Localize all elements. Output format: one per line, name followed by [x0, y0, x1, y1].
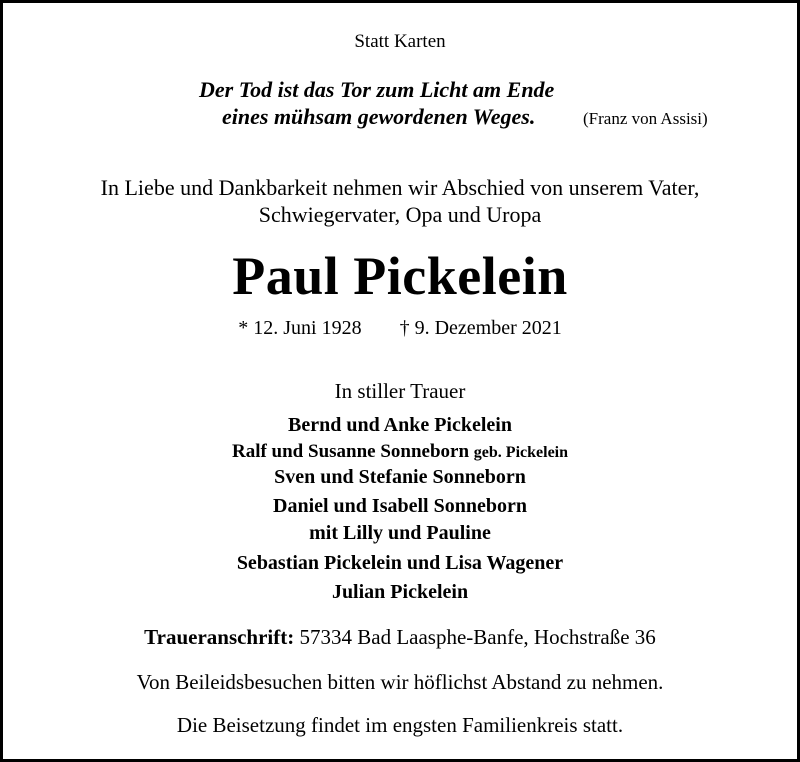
mourner-line: Bernd und Anke Pickelein	[288, 414, 512, 436]
mourning-address	[3, 625, 797, 650]
mourner-line: Daniel und Isabell Sonneborn	[273, 495, 527, 517]
mourning-heading: In stiller Trauer	[334, 379, 466, 403]
birth-date: * 12. Juni 1928	[238, 317, 362, 339]
mourner-line: Sven und Stefanie Sonneborn	[274, 466, 526, 488]
maiden-name-note: geb. Pickelein	[473, 444, 569, 461]
mourner-line: Julian Pickelein	[331, 581, 469, 603]
quote-line-2: eines mühsam gewordenen Weges.	[222, 104, 536, 129]
deceased-name: Paul Pickelein	[232, 246, 568, 306]
mourner-line	[3, 441, 797, 463]
header-text: Statt Karten	[354, 31, 446, 52]
visits-note: Von Beileidsbesuchen bitten wir höflichst Abstand zu nehmen.	[136, 670, 664, 694]
mourner-line: Sebastian Pickelein und Lisa Wagener	[236, 552, 564, 574]
address-value: 57334 Bad Laasphe-Banfe, Hochstraße 36	[299, 625, 656, 649]
burial-note: Die Beisetzung findet im engsten Familienkreis statt.	[176, 713, 624, 737]
quote-attribution: (Franz von Assisi)	[583, 109, 708, 128]
address-label: Traueranschrift:	[144, 625, 295, 649]
life-dates	[3, 317, 797, 340]
death-date: † 9. Dezember 2021	[399, 317, 562, 339]
mourner-line: mit Lilly und Pauline	[309, 522, 491, 544]
intro-line-2: Schwiegervater, Opa und Uropa	[258, 202, 542, 227]
quote-line-1: Der Tod ist das Tor zum Licht am Ende	[199, 77, 555, 102]
mourner-names: Ralf und Susanne Sonneborn	[231, 441, 470, 462]
intro-line-1: In Liebe und Dankbarkeit nehmen wir Abschied von unserem Vater,	[100, 175, 700, 200]
